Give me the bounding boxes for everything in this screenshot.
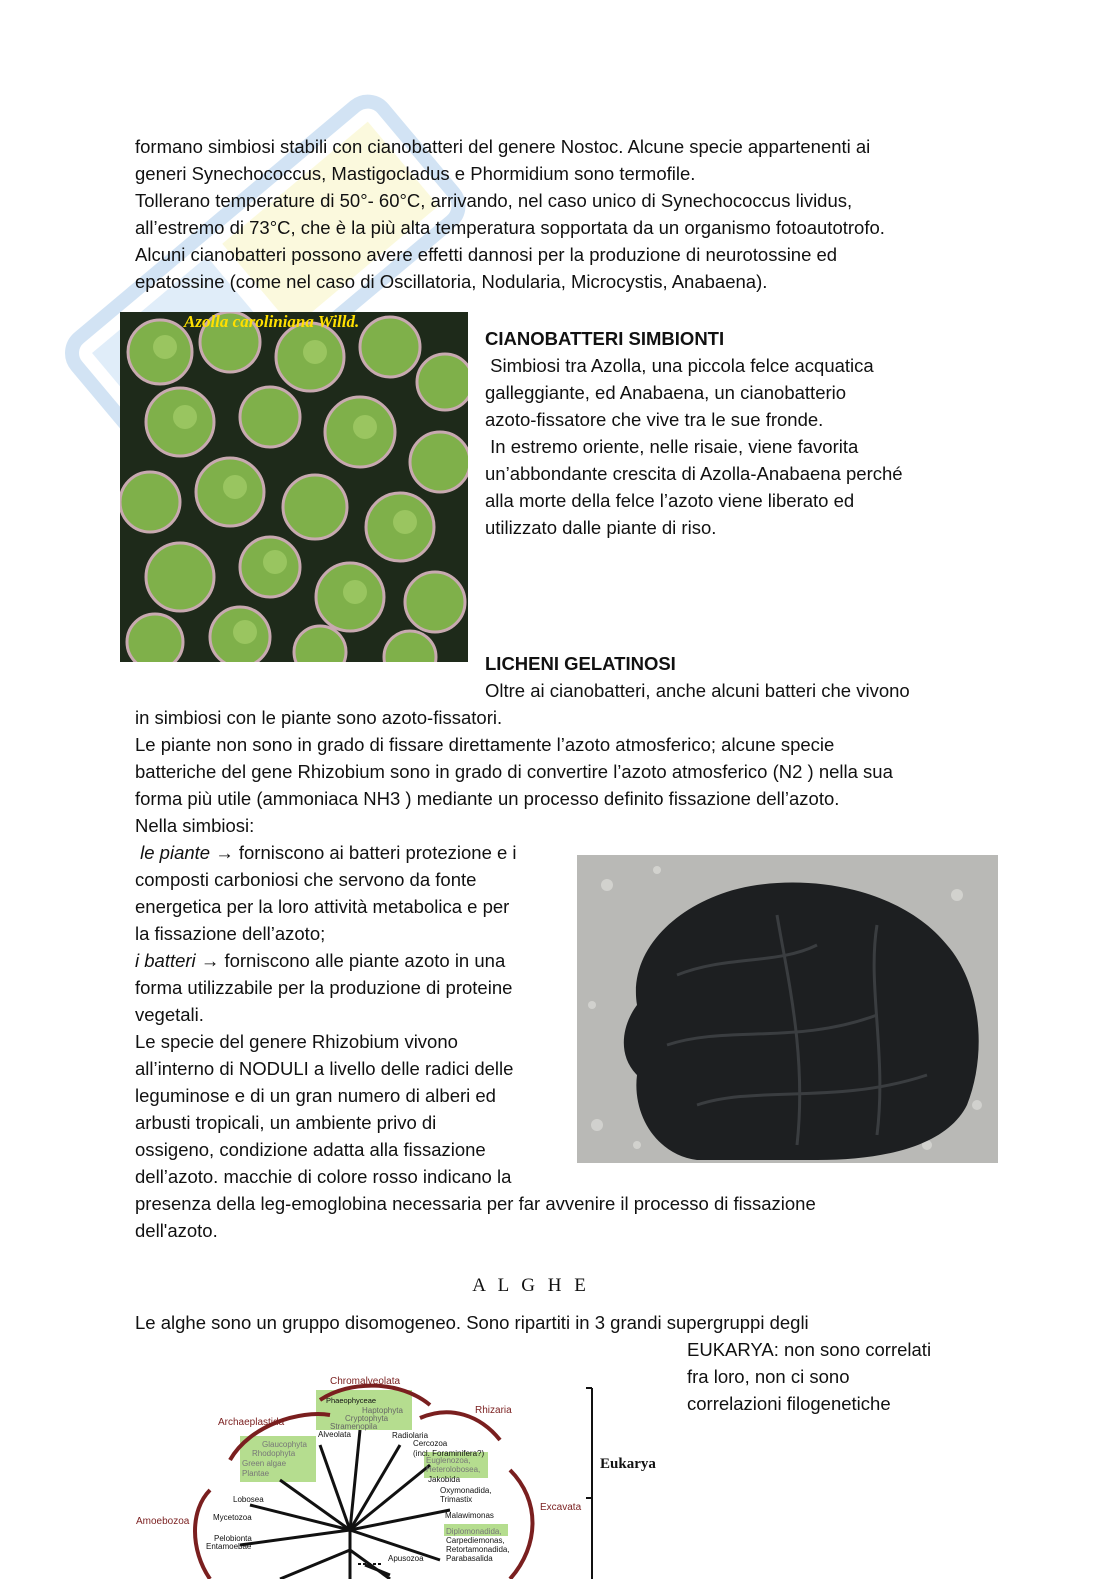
batteri-line: ossigeno, condizione adatta alla fissazione — [135, 1139, 486, 1160]
piante-rest: → forniscono ai batteri protezione e i — [210, 842, 517, 863]
intro-line: epatossine (come nel caso di Oscillatoria, Nodularia, Microcystis, Anabaena). — [135, 271, 768, 292]
label-malawimonas: Malawimonas — [445, 1511, 494, 1520]
label-rhizaria: Rhizaria — [475, 1405, 512, 1416]
label-glaucophyta: Glaucophyta — [262, 1440, 307, 1449]
label-pelobionta: Pelobionta — [214, 1534, 252, 1543]
label-amoebozoa: Amoebozoa — [136, 1516, 190, 1527]
label-diplomonadida: Diplomonadida, — [446, 1527, 502, 1536]
label-eukarya: Eukarya — [600, 1456, 656, 1472]
lichen-photo — [577, 855, 998, 1163]
alghe-line: Le alghe sono un gruppo disomogeneo. Sono ripartiti in 3 grandi supergruppi degli — [135, 1312, 809, 1333]
intro-line: all’estremo di 73°C, che è la più alta temperatura sopportata da un organismo fotoautotrofo. — [135, 217, 885, 238]
arc-excavata — [510, 1470, 533, 1579]
alghe-title: A L G H E — [472, 1275, 590, 1296]
cianobatteri-heading: CIANOBATTERI SIMBIONTI — [485, 328, 725, 349]
azolla-line: un’abbondante crescita di Azolla-Anabaena perché — [485, 463, 903, 484]
azolla-caption: Azolla caroliniana Willd. — [184, 312, 360, 331]
label-jakobida: Jakobida — [428, 1475, 461, 1484]
batteri-line: presenza della leg-emoglobina necessaria per far avvenire il processo di fissazione — [135, 1193, 816, 1214]
licheni-line: batteriche del gene Rhizobium sono in grado di convertire l’azoto atmosferico (N2 ) nella sua — [135, 761, 893, 782]
label-trimastix: Trimastix — [440, 1495, 473, 1504]
intro-line: Tollerano temperature di 50°- 60°C, arrivando, nel caso unico di Synechococcus lividus, — [135, 190, 853, 211]
azolla-line: galleggiante, ed Anabaena, un cianobatterio — [485, 382, 847, 403]
licheni-line: Oltre ai cianobatteri, anche alcuni batteri che vivono — [485, 680, 910, 701]
batteri-line: forma utilizzabile per la produzione di proteine — [135, 977, 513, 998]
batteri-line — [135, 947, 505, 974]
label-entamoebae: Entamoebae — [206, 1542, 252, 1551]
batteri-line: dell’azoto. macchie di colore rosso indicano la — [135, 1166, 512, 1187]
azolla-line: utilizzato dalle piante di riso. — [485, 517, 717, 538]
azolla-line: In estremo oriente, nelle risaie, viene favorita — [485, 436, 859, 457]
label-apusozoa: Apusozoa — [388, 1554, 424, 1563]
label-cryptophyta: Cryptophyta — [345, 1414, 389, 1423]
alghe-side-line: correlazioni filogenetiche — [687, 1393, 891, 1414]
licheni-line: Le piante non sono in grado di fissare direttamente l’azoto atmosferico; alcune specie — [135, 734, 835, 755]
piante-label: le piante — [140, 842, 211, 863]
label-phaeophyceae: Phaeophyceae — [326, 1396, 377, 1405]
batteri-line: arbusti tropicali, un ambiente privo di — [135, 1112, 437, 1133]
batteri-line: leguminose e di un gran numero di alberi ed — [135, 1085, 496, 1106]
label-euglenozoa: Euglenozoa, — [426, 1456, 471, 1465]
eukarya-tree-diagram — [130, 1370, 690, 1579]
label-radiolaria: Radiolaria — [392, 1431, 429, 1440]
piante-line: energetica per la loro attività metabolica e per — [135, 896, 510, 917]
label-mycetozoa: Mycetozoa — [213, 1513, 252, 1522]
arc-amoebozoa — [195, 1490, 210, 1579]
batteri-rest: → forniscono alle piante azoto in una — [195, 950, 506, 971]
azolla-photo — [120, 312, 468, 662]
label-plantae: Plantae — [242, 1469, 270, 1478]
intro-line: generi Synechococcus, Mastigocladus e Phormidium sono termofile. — [135, 163, 696, 184]
piante-line: la fissazione dell’azoto; — [135, 923, 326, 944]
azolla-line: alla morte della felce l’azoto viene liberato ed — [485, 490, 855, 511]
label-chromalveolata: Chromalveolata — [330, 1376, 401, 1387]
batteri-line: all’interno di NODULI a livello delle radici delle — [135, 1058, 514, 1079]
azolla-line: Simbiosi tra Azolla, una piccola felce acquatica — [485, 355, 874, 376]
label-rhodophyta: Rhodophyta — [252, 1449, 296, 1458]
batteri-line: vegetali. — [135, 1004, 204, 1025]
label-excavata: Excavata — [540, 1502, 582, 1513]
alghe-side-line: EUKARYA: non sono correlati — [687, 1339, 932, 1360]
label-oxymonadida: Oxymonadida, — [440, 1486, 492, 1495]
piante-line — [135, 839, 517, 866]
label-stramenopila: Stramenopila — [330, 1422, 378, 1431]
azolla-line: azoto-fissatore che vive tra le sue fronde. — [485, 409, 824, 430]
licheni-line: Nella simbiosi: — [135, 815, 255, 836]
licheni-heading: LICHENI GELATINOSI — [485, 653, 676, 674]
batteri-line: Le specie del genere Rhizobium vivono — [135, 1031, 458, 1052]
label-green-algae: Green algae — [242, 1459, 287, 1468]
label-retortamonadida: Retortamonadida, — [446, 1545, 510, 1554]
label-foraminifera: (incl. Foraminifera?) — [413, 1449, 485, 1458]
label-haptophyta: Haptophyta — [362, 1406, 403, 1415]
label-parabasalida: Parabasalida — [446, 1554, 493, 1563]
licheni-line: forma più utile (ammoniaca NH3 ) mediante un processo definito fissazione dell’azoto. — [135, 788, 840, 809]
label-lobosea: Lobosea — [233, 1495, 264, 1504]
intro-line: Alcuni cianobatteri possono avere effetti dannosi per la produzione di neurotossine ed — [135, 244, 838, 265]
label-archaeplastida: Archaeplastida — [218, 1417, 285, 1428]
licheni-line: in simbiosi con le piante sono azoto-fissatori. — [135, 707, 503, 728]
label-alveolata: Alveolata — [318, 1430, 351, 1439]
intro-line: formano simbiosi stabili con cianobatteri del genere Nostoc. Alcune specie appartenenti ai — [135, 136, 871, 157]
label-cercozoa: Cercozoa — [413, 1439, 448, 1448]
batteri-label: i batteri — [135, 950, 196, 971]
arc-rhizaria — [420, 1412, 500, 1440]
label-heterolobosea: Heterolobosea, — [426, 1465, 481, 1474]
piante-line: composti carboniosi che servono da fonte — [135, 869, 477, 890]
alghe-side-line: fra loro, non ci sono — [687, 1366, 850, 1387]
label-carpediemonas: Carpediemonas, — [446, 1536, 505, 1545]
batteri-line: dell'azoto. — [135, 1220, 218, 1241]
